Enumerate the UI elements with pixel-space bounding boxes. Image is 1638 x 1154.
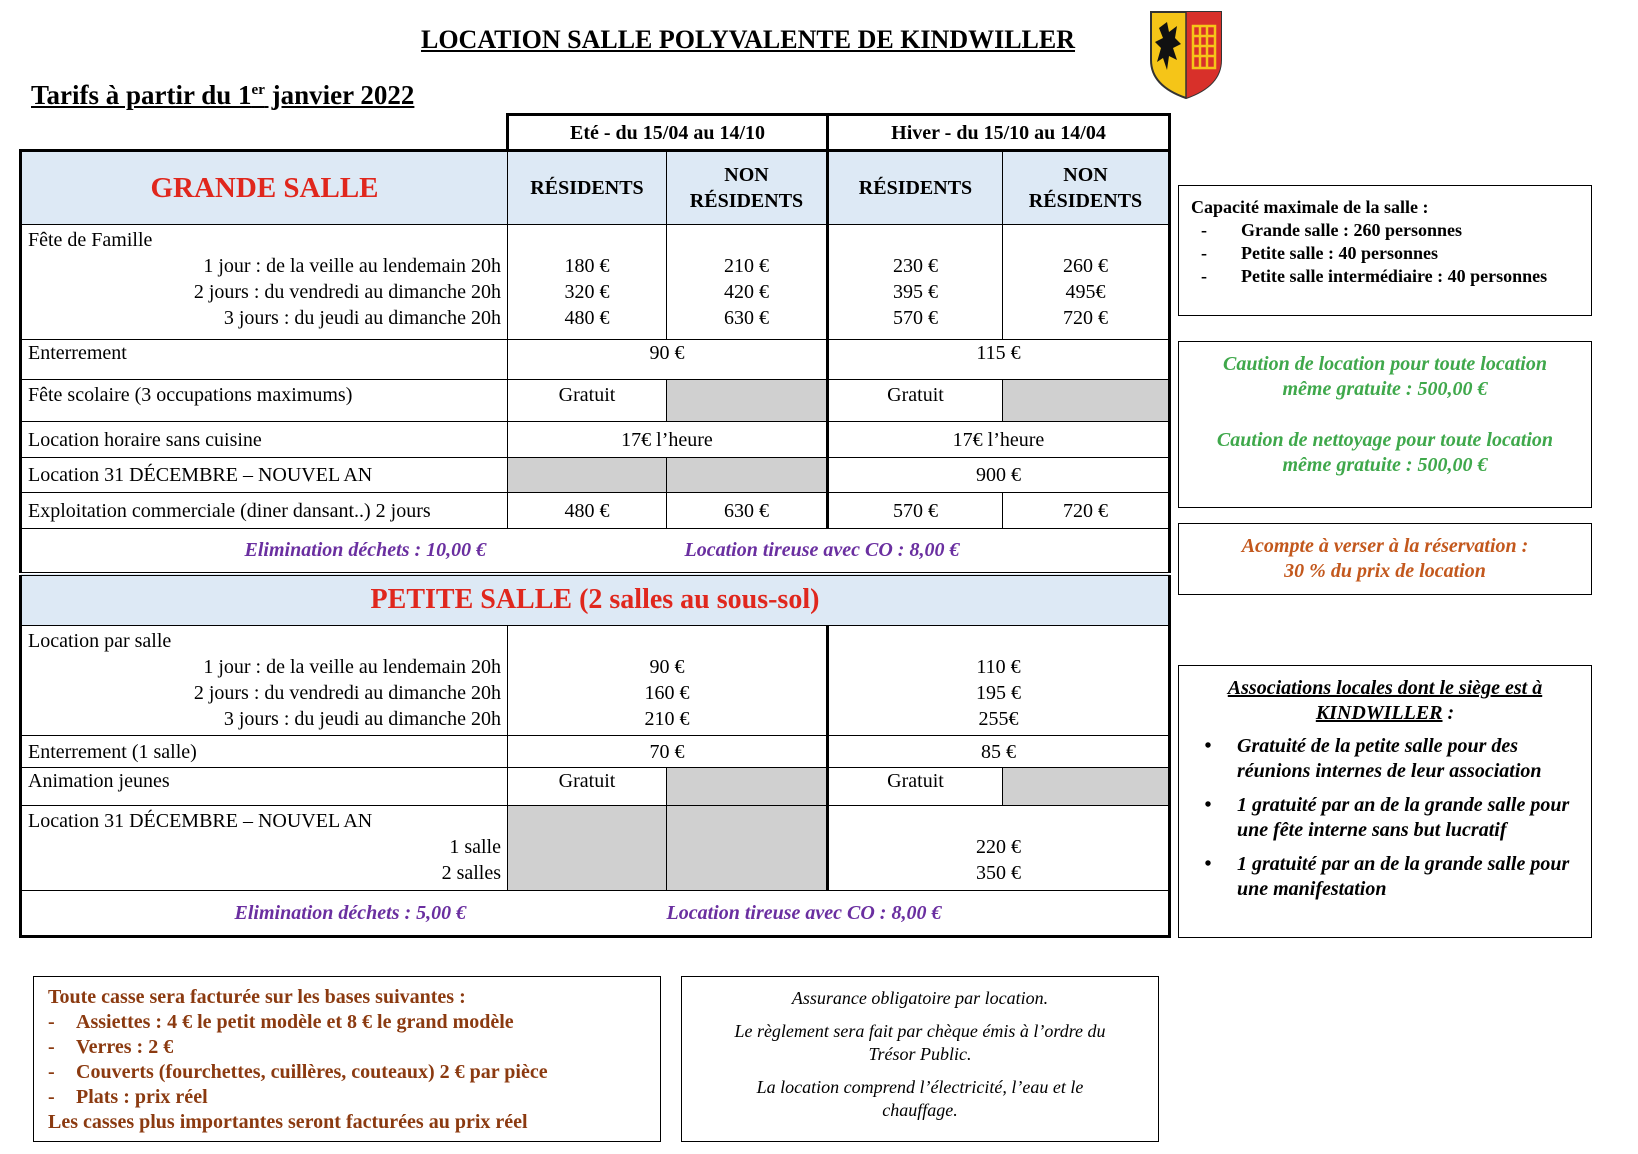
price: Gratuit	[508, 380, 667, 422]
row-sublabel: 2 jours : du vendredi au dimanche 20h	[193, 281, 501, 303]
infos-box	[681, 976, 1159, 1142]
reglement-text: Le règlement sera fait par chèque émis à l’ordre du	[734, 1021, 1106, 1041]
price: 85 €	[828, 736, 1170, 768]
list-item: • Gratuité de la petite salle pour des réunions internes de leur association	[1204, 735, 1542, 782]
row-label: Fête de Famille	[28, 229, 153, 251]
row-sublabel: 1 jour : de la veille au lendemain 20h	[203, 255, 501, 277]
col-residents-hiver: RÉSIDENTS	[828, 151, 1003, 225]
tireuse-note: Location tireuse avec CO : 8,00 €	[684, 539, 960, 562]
list-item: • 1 gratuité par an de la grande salle pour une fête interne sans but lucratif	[1204, 794, 1570, 841]
price: 110 €	[976, 656, 1021, 678]
row-label: Location 31 DÉCEMBRE – NOUVEL AN	[21, 458, 508, 493]
table-row	[21, 806, 1170, 891]
price: 320 €	[564, 281, 610, 303]
associations-box	[1178, 665, 1592, 938]
list-item: - Petite salle : 40 personnes	[1201, 243, 1438, 263]
table-row	[21, 891, 1170, 937]
acompte-value: 30 % du prix de location	[1284, 560, 1486, 582]
casse-box	[33, 976, 661, 1142]
period-ete: Eté - du 15/04 au 14/10	[508, 115, 828, 151]
row-sublabel: 3 jours : du jeudi au dimanche 20h	[223, 307, 501, 329]
table-row	[21, 380, 1170, 422]
empty-cell	[667, 458, 828, 493]
row-label: Animation jeunes	[21, 768, 508, 806]
price: 570 €	[893, 307, 938, 329]
empty-cell	[508, 806, 667, 891]
price: 90 €	[508, 340, 828, 380]
list-item: - Grande salle : 260 personnes	[1201, 220, 1463, 240]
row-label: Fête scolaire (3 occupations maximums)	[21, 380, 508, 422]
empty-cell	[667, 768, 828, 806]
reglement-text-2: Trésor Public.	[868, 1044, 972, 1064]
row-sublabel: 2 jours : du vendredi au dimanche 20h	[193, 682, 501, 704]
price: 210 €	[724, 255, 769, 277]
coat-of-arms-icon	[1147, 8, 1225, 100]
row-label: Enterrement (1 salle)	[21, 736, 508, 768]
associations-title: Associations locales dont le siège est à KINDWILLER :	[1227, 677, 1543, 724]
col-non-residents-hiver: NON RÉSIDENTS	[1003, 151, 1170, 225]
price: 480 €	[564, 307, 610, 329]
row-sublabel: 2 salles	[441, 862, 501, 884]
caution-box	[1178, 341, 1592, 508]
casse-title: Toute casse sera facturée sur les bases suivantes :	[48, 986, 466, 1008]
tariff-table	[19, 113, 1171, 938]
table-row	[21, 225, 1170, 340]
price: 90 €	[649, 656, 685, 678]
empty-cell	[1003, 768, 1170, 806]
caution-location-amount: même gratuite : 500,00 €	[1282, 378, 1488, 400]
dechets-note: Elimination déchets : 5,00 €	[234, 902, 467, 924]
price: Gratuit	[828, 768, 1003, 806]
list-item: - Plats : prix réel	[48, 1086, 208, 1108]
price: 210 €	[644, 708, 690, 730]
period-hiver: Hiver - du 15/10 au 14/04	[828, 115, 1170, 151]
list-item: - Assiettes : 4 € le petit modèle et 8 € le grand modèle	[48, 1011, 514, 1033]
capacity-box	[1178, 185, 1592, 316]
price: 230 €	[893, 255, 938, 277]
casse-footer: Les casses plus importantes seront facturées au prix réel	[48, 1111, 528, 1133]
row-sublabel: 3 jours : du jeudi au dimanche 20h	[223, 708, 501, 730]
price: 220 €	[976, 836, 1021, 858]
capacity-title: Capacité maximale de la salle :	[1191, 197, 1429, 217]
table-row	[21, 340, 1170, 380]
price: 720 €	[1003, 493, 1170, 529]
price: 17€ l’heure	[508, 422, 828, 458]
table-row	[21, 458, 1170, 493]
price: Gratuit	[508, 768, 667, 806]
price: 495€	[1065, 281, 1106, 303]
price: 160 €	[644, 682, 690, 704]
price: 255€	[978, 708, 1019, 730]
row-label: Location 31 DÉCEMBRE – NOUVEL AN	[28, 810, 373, 832]
location-text: La location comprend l’électricité, l’eau et le	[756, 1077, 1084, 1097]
price: 350 €	[976, 862, 1021, 884]
list-item: - Petite salle intermédiaire : 40 personnes	[1201, 266, 1548, 286]
table-row	[21, 626, 1170, 736]
table-row	[21, 768, 1170, 806]
list-item: - Couverts (fourchettes, cuillères, couteaux) 2 € par pièce	[48, 1061, 548, 1083]
page-title: LOCATION SALLE POLYVALENTE DE KINDWILLER	[420, 25, 1076, 54]
acompte-label: Acompte à verser à la réservation :	[1241, 535, 1529, 557]
table-row	[21, 736, 1170, 768]
empty-cell	[667, 380, 828, 422]
price: 260 €	[1063, 255, 1108, 277]
row-label: Location par salle	[28, 630, 172, 652]
caution-nettoyage-amount: même gratuite : 500,00 €	[1282, 454, 1488, 476]
price: 395 €	[893, 281, 938, 303]
row-label: Location horaire sans cuisine	[21, 422, 508, 458]
price: 180 €	[564, 255, 610, 277]
table-row	[21, 529, 1170, 574]
col-residents-ete: RÉSIDENTS	[508, 151, 667, 225]
empty-cell	[667, 806, 828, 891]
petite-salle-title: PETITE SALLE (2 salles au sous-sol)	[21, 574, 1170, 626]
grande-salle-title: GRANDE SALLE	[21, 151, 508, 225]
row-label: Exploitation commerciale (diner dansant..) 2 jours	[21, 493, 508, 529]
price: 720 €	[1063, 307, 1108, 329]
location-text-2: chauffage.	[882, 1100, 958, 1120]
price: 195 €	[976, 682, 1021, 704]
row-label: Enterrement	[21, 340, 508, 380]
col-non-residents-ete: NON RÉSIDENTS	[667, 151, 828, 225]
empty-cell	[1003, 380, 1170, 422]
empty-cell	[508, 458, 667, 493]
price: 900 €	[828, 458, 1170, 493]
price: 630 €	[724, 307, 769, 329]
row-sublabel: 1 salle	[449, 836, 501, 858]
price: 115 €	[828, 340, 1170, 380]
price: 570 €	[828, 493, 1003, 529]
assurance-text: Assurance obligatoire par location.	[791, 988, 1049, 1008]
tariff-date: Tarifs à partir du 1er janvier 2022	[31, 80, 415, 110]
tireuse-note: Location tireuse avec CO : 8,00 €	[666, 902, 942, 924]
caution-location: Caution de location pour toute location	[1223, 353, 1547, 375]
price: 480 €	[508, 493, 667, 529]
list-item: - Verres : 2 €	[48, 1036, 174, 1058]
price: 70 €	[508, 736, 828, 768]
table-row	[21, 493, 1170, 529]
price: 17€ l’heure	[828, 422, 1170, 458]
caution-nettoyage: Caution de nettoyage pour toute location	[1216, 429, 1554, 451]
price: 420 €	[724, 281, 769, 303]
list-item: • 1 gratuité par an de la grande salle pour une manifestation	[1204, 853, 1570, 900]
dechets-note: Elimination déchets : 10,00 €	[244, 539, 487, 562]
price: Gratuit	[828, 380, 1003, 422]
table-row	[21, 422, 1170, 458]
price: 630 €	[667, 493, 828, 529]
row-sublabel: 1 jour : de la veille au lendemain 20h	[203, 656, 501, 678]
acompte-box	[1178, 523, 1592, 595]
